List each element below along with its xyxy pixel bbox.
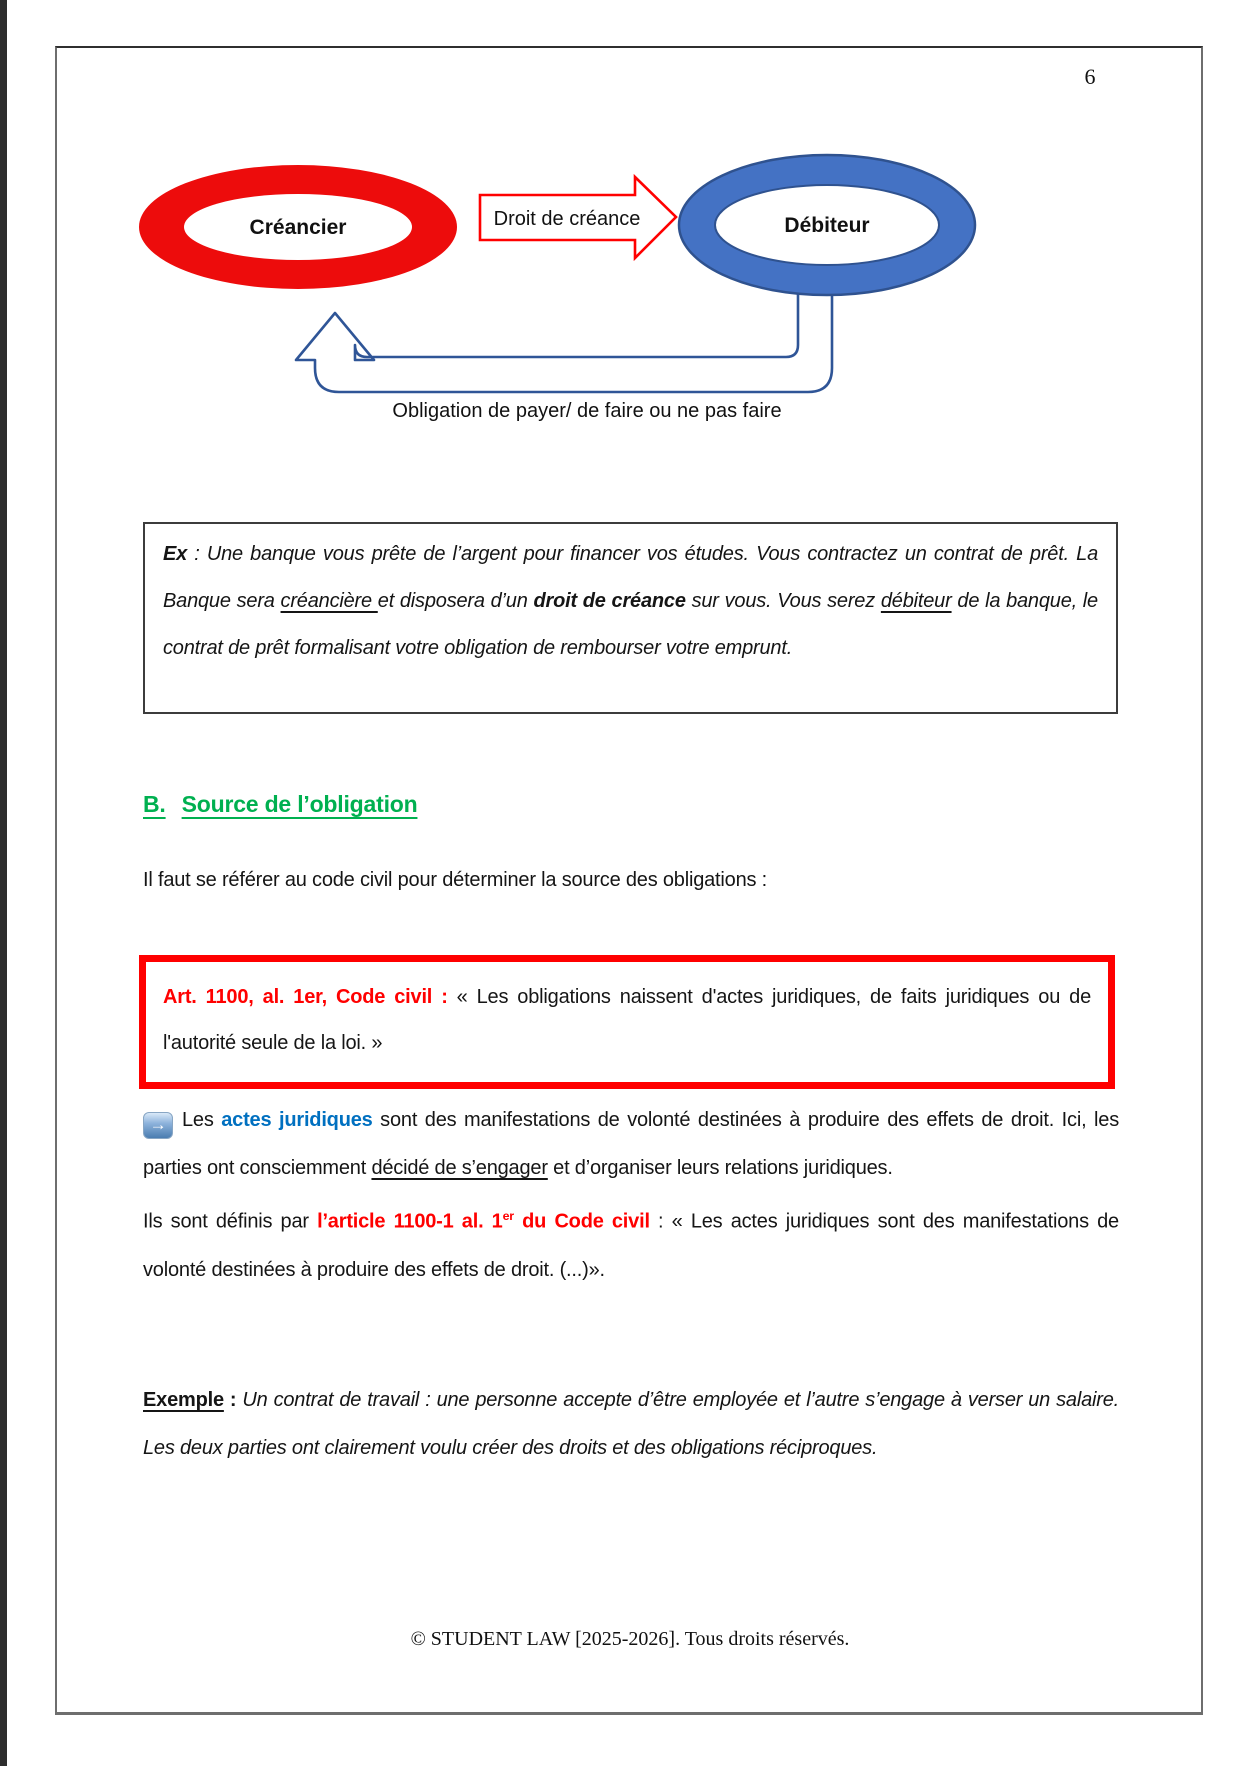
page-number: 6 [1084, 64, 1096, 89]
debtor-ellipse [679, 155, 975, 295]
definition-paragraph: Ils sont définis par l’article 1100-1 al. 1er du Code civil : « Les actes juridiques sont des manifestations de volonté destinées à produire des effets de droit. (...)». [143, 1209, 1119, 1281]
obligation-diagram [130, 145, 1020, 445]
intro-sentence: Il faut se référer au code civil pour déterminer la source des obligations : [143, 869, 768, 891]
article-1100-box: Art. 1100, al. 1er, Code civil : « Les obligations naissent d'actes juridiques, de faits juridiques ou de l'autorité seule de la loi. » [139, 955, 1115, 1089]
work-contract-example: Exemple : Un contrat de travail : une personne accepte d’être employée et l’autre s’engage à verser un salaire. Les deux parties ont clairement voulu créer des droits et des obligations réciproques. [143, 1389, 1119, 1459]
bank-example-box: Ex : Une banque vous prête de l’argent pour financer vos études. Vous contractez un contrat de prêt. La Banque sera créancière et disposera d’un droit de créance sur vous. Vous serez débiteur de la banque, le contrat de prêt formalisant votre obligation de rembourser votre emprunt. [143, 522, 1118, 714]
scan-edge-artifact [0, 0, 7, 1766]
obligation-return-arrow [296, 271, 832, 392]
acts-definition-block [143, 1096, 1119, 1294]
acts-paragraph-text: Les actes juridiques sont des manifestations de volonté destinées à produire des effets de droit. Ici, les parties ont consciemment décidé de s’engager et d’organiser leurs relations juridiques. [143, 1109, 1119, 1179]
section-heading-b [143, 791, 417, 818]
copyright-footer: © STUDENT LAW [2025-2026]. Tous droits réservés. [410, 1628, 850, 1650]
creditor-ellipse [139, 165, 457, 289]
claim-arrow [480, 177, 676, 258]
debtor-label: Débiteur [784, 214, 870, 237]
section-title: Source de l’obligation [181, 791, 418, 817]
section-number: B. [143, 791, 166, 817]
right-arrow-icon: → [143, 1112, 173, 1139]
claim-arrow-label: Droit de créance [493, 208, 641, 230]
acts-paragraph [143, 1096, 1119, 1192]
obligation-arrow-label: Obligation de payer/ de faire ou ne pas faire [392, 400, 782, 422]
creditor-label: Créancier [249, 216, 347, 239]
